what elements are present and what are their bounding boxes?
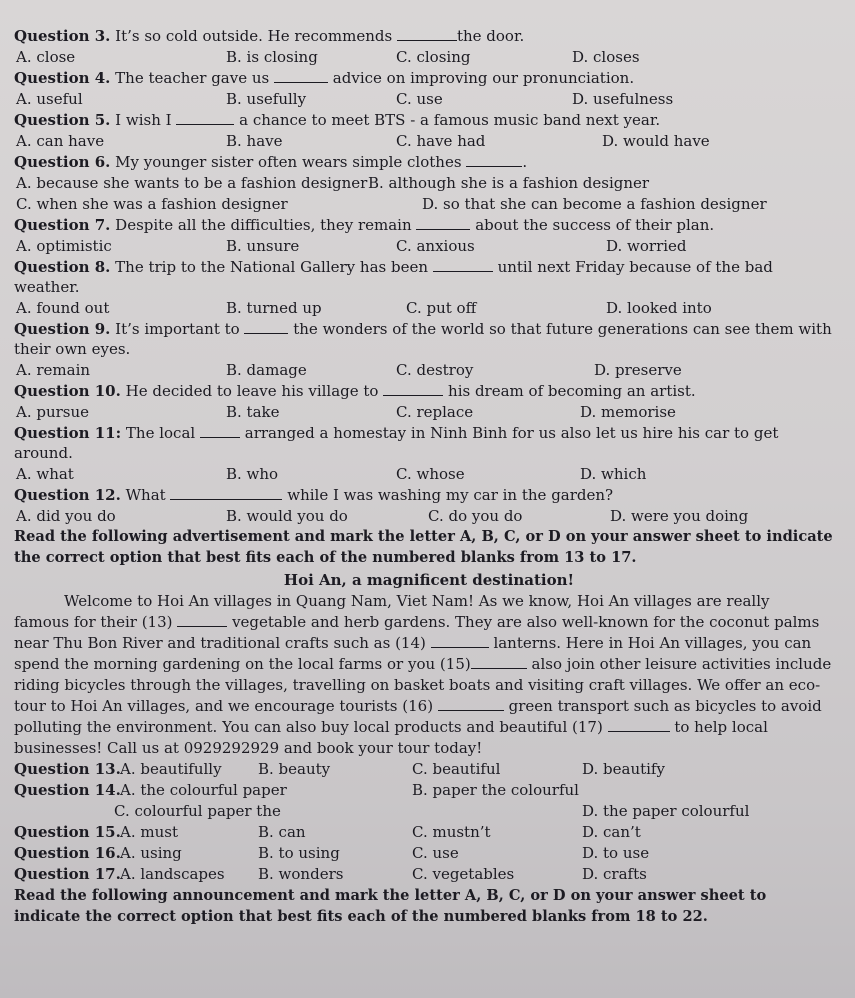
- option-a[interactable]: A. useful: [16, 90, 83, 108]
- blank: [170, 485, 282, 500]
- option-a[interactable]: A. beautifully: [120, 760, 222, 778]
- option-c[interactable]: C. vegetables: [412, 865, 515, 883]
- option-a[interactable]: A. optimistic: [16, 237, 112, 255]
- option-a[interactable]: A. what: [16, 465, 74, 483]
- option-c[interactable]: C. use: [396, 90, 443, 108]
- passage-line: near Thu Bon River and traditional crafts such as (14) lanterns. Here in Hoi An villages, you can: [14, 634, 812, 652]
- question-11: Question 11: The local arranged a homestay in Ninh Binh for us also let us hire his car to get: [14, 424, 779, 442]
- option-c[interactable]: C. closing: [396, 48, 471, 66]
- option-b[interactable]: B. wonders: [258, 865, 344, 883]
- option-c[interactable]: C. replace: [396, 403, 474, 421]
- option-b[interactable]: B. take: [226, 403, 280, 421]
- passage-line: polluting the environment. You can also buy local products and beautiful (17) to help local: [14, 718, 768, 736]
- blank: [433, 257, 493, 272]
- option-b[interactable]: B. to using: [258, 844, 340, 862]
- option-d[interactable]: D. usefulness: [572, 90, 674, 108]
- option-c[interactable]: C. do you do: [428, 507, 523, 525]
- option-d[interactable]: D. which: [580, 465, 647, 483]
- passage-line: riding bicycles through the villages, travelling on basket boats and visiting craft villages. We offer an eco-: [14, 676, 821, 694]
- question-8-continued: weather.: [14, 278, 80, 296]
- instruction-18-22-continued: indicate the correct option that best fits each of the numbered blanks from 18 to 22.: [14, 908, 708, 925]
- option-a[interactable]: A. remain: [16, 361, 91, 379]
- blank: [466, 152, 522, 167]
- option-c[interactable]: C. when she was a fashion designer: [16, 195, 288, 213]
- option-b[interactable]: B. have: [226, 132, 283, 150]
- option-a[interactable]: A. can have: [16, 132, 105, 150]
- blank-14: [431, 633, 489, 648]
- option-d[interactable]: D. worried: [606, 237, 687, 255]
- option-c[interactable]: C. have had: [396, 132, 486, 150]
- option-d[interactable]: D. were you doing: [610, 507, 749, 525]
- option-b[interactable]: B. can: [258, 823, 306, 841]
- option-c[interactable]: C. beautiful: [412, 760, 501, 778]
- question-16: Question 16.: [14, 844, 121, 862]
- option-c[interactable]: C. use: [412, 844, 459, 862]
- blank-17: [608, 717, 670, 732]
- blank: [200, 423, 240, 438]
- blank-16: [438, 696, 504, 711]
- passage-line: spend the morning gardening on the local farms or you (15) also join other leisure activities include: [14, 655, 832, 673]
- option-d[interactable]: D. looked into: [606, 299, 712, 317]
- option-c[interactable]: C. put off: [406, 299, 477, 317]
- option-a[interactable]: A. landscapes: [120, 865, 225, 883]
- option-b[interactable]: B. turned up: [226, 299, 322, 317]
- option-b[interactable]: B. damage: [226, 361, 307, 379]
- passage-line: businesses! Call us at 0929292929 and book your tour today!: [14, 739, 483, 757]
- question-8: Question 8. The trip to the National Gallery has been until next Friday because of the bad: [14, 258, 773, 276]
- option-a[interactable]: A. must: [120, 823, 178, 841]
- question-4: Question 4. The teacher gave us advice on improving our pronunciation.: [14, 69, 635, 87]
- passage-title: Hoi An, a magnificent destination!: [283, 571, 575, 589]
- option-d[interactable]: D. can’t: [582, 823, 641, 841]
- question-6: Question 6. My younger sister often wears simple clothes .: [14, 153, 528, 171]
- option-a[interactable]: A. pursue: [16, 403, 90, 421]
- option-a[interactable]: A. the colourful paper: [120, 781, 287, 799]
- blank-13: [177, 612, 227, 627]
- question-15: Question 15.: [14, 823, 121, 841]
- blank: [274, 68, 328, 83]
- instruction-13-17: Read the following advertisement and mark the letter A, B, C, or D on your answer sheet to indicate: [14, 528, 833, 545]
- option-c[interactable]: C. mustn’t: [412, 823, 491, 841]
- option-d[interactable]: D. so that she can become a fashion designer: [422, 195, 767, 213]
- blank-15: [471, 654, 527, 669]
- question-9: Question 9. It’s important to the wonders of the world so that future generations can see them with: [14, 320, 832, 338]
- blank: [416, 215, 470, 230]
- option-c[interactable]: C. whose: [396, 465, 465, 483]
- option-d[interactable]: D. beautify: [582, 760, 665, 778]
- option-a[interactable]: A. found out: [16, 299, 110, 317]
- question-11-continued: around.: [14, 444, 73, 462]
- question-10: Question 10. He decided to leave his village to his dream of becoming an artist.: [14, 382, 696, 400]
- option-d[interactable]: D. closes: [572, 48, 640, 66]
- option-c[interactable]: C. colourful paper the: [114, 802, 281, 820]
- question-9-continued: their own eyes.: [14, 340, 131, 358]
- blank: [244, 319, 288, 334]
- option-b[interactable]: B. unsure: [226, 237, 300, 255]
- question-12: Question 12. What while I was washing my car in the garden?: [14, 486, 614, 504]
- question-7: Question 7. Despite all the difficulties, they remain about the success of their plan.: [14, 216, 715, 234]
- option-d[interactable]: D. to use: [582, 844, 650, 862]
- option-a[interactable]: A. close: [16, 48, 76, 66]
- passage-line: famous for their (13) vegetable and herb gardens. They are also well-known for the coconut palms: [14, 613, 820, 631]
- passage-line: tour to Hoi An villages, and we encourage tourists (16) green transport such as bicycles to avoid: [14, 697, 822, 715]
- option-b[interactable]: B. usefully: [226, 90, 307, 108]
- option-d[interactable]: D. memorise: [580, 403, 676, 421]
- option-a[interactable]: A. did you do: [16, 507, 116, 525]
- question-5: Question 5. I wish I a chance to meet BTS - a famous music band next year.: [14, 111, 661, 129]
- option-d[interactable]: D. crafts: [582, 865, 647, 883]
- option-b[interactable]: B. paper the colourful: [412, 781, 579, 799]
- option-a[interactable]: A. using: [120, 844, 182, 862]
- option-d[interactable]: D. preserve: [594, 361, 682, 379]
- option-c[interactable]: C. destroy: [396, 361, 474, 379]
- question-3: Question 3. It’s so cold outside. He recommends the door.: [14, 27, 525, 45]
- option-b[interactable]: B. although she is a fashion designer: [368, 174, 650, 192]
- option-b[interactable]: B. who: [226, 465, 279, 483]
- instruction-13-17-continued: the correct option that best fits each of the numbered blanks from 13 to 17.: [14, 549, 637, 566]
- passage-line: Welcome to Hoi An villages in Quang Nam, Viet Nam! As we know, Hoi An villages are really: [64, 592, 770, 610]
- question-13: Question 13.: [14, 760, 121, 778]
- instruction-18-22: Read the following announcement and mark the letter A, B, C, or D on your answer sheet to: [14, 887, 767, 904]
- question-17: Question 17.: [14, 865, 121, 883]
- blank: [397, 26, 457, 41]
- option-c[interactable]: C. anxious: [396, 237, 475, 255]
- option-b[interactable]: B. is closing: [226, 48, 318, 66]
- blank: [383, 381, 443, 396]
- option-d[interactable]: D. the paper colourful: [582, 802, 750, 820]
- question-14: Question 14.: [14, 781, 121, 799]
- option-b[interactable]: B. would you do: [226, 507, 348, 525]
- blank: [176, 110, 234, 125]
- option-b[interactable]: B. beauty: [258, 760, 331, 778]
- option-a[interactable]: A. because she wants to be a fashion designer: [16, 174, 368, 192]
- option-d[interactable]: D. would have: [602, 132, 710, 150]
